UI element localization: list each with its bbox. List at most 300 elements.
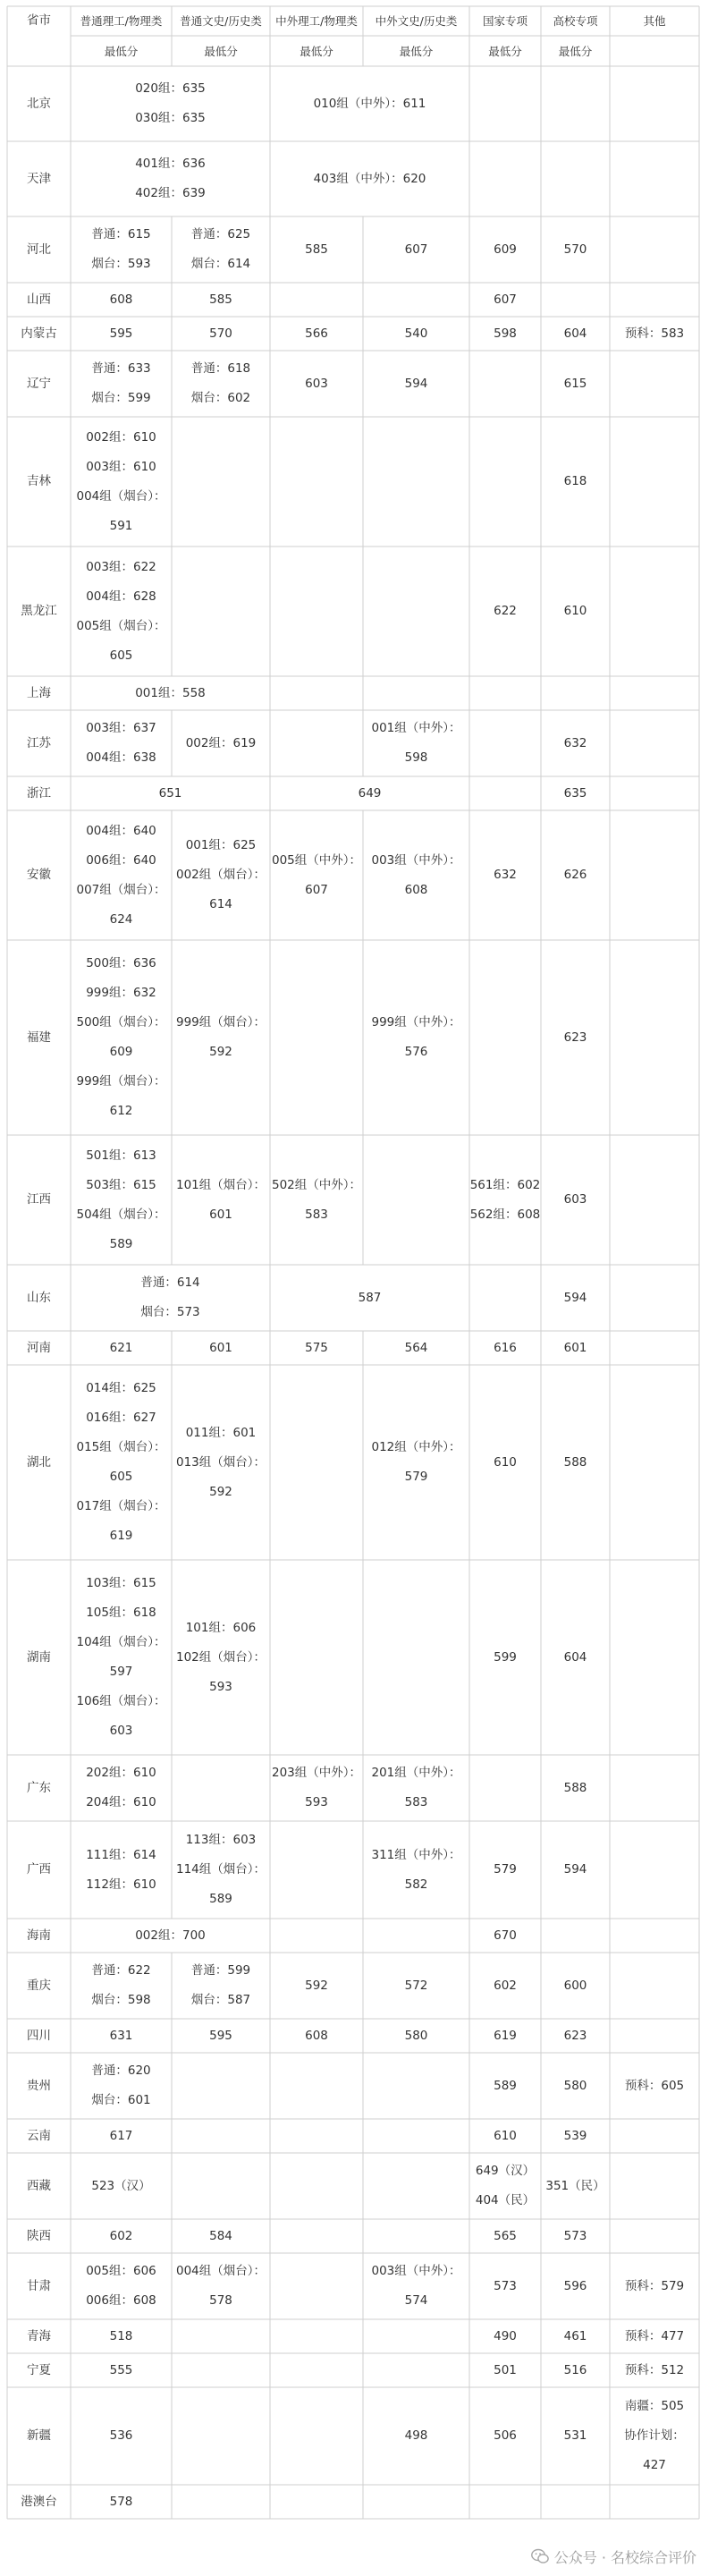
province-name — [7, 2219, 71, 2253]
score-cell — [363, 351, 469, 417]
score-cell-line: 599 — [494, 1649, 517, 1665]
score-cell-line: 006组：640 — [86, 852, 156, 868]
score-cell-line: 588 — [563, 1780, 587, 1795]
score-cell-line: 592 — [209, 1484, 232, 1499]
score-cell — [71, 940, 172, 1135]
score-cell-line: 103组：615 — [86, 1576, 156, 1590]
score-cell-line: 592 — [209, 1045, 232, 1059]
score-cell-line: 587 — [358, 1290, 382, 1305]
header-category — [541, 6, 610, 36]
score-cell-line: 592 — [305, 1978, 328, 1993]
score-cell-line: 570 — [209, 326, 232, 341]
score-cell-line: 427 — [643, 2458, 666, 2472]
score-cell-line: 651 — [158, 785, 182, 801]
score-cell — [363, 1331, 469, 1365]
score-cell-line: 540 — [404, 326, 428, 341]
score-cell-line: 203组（中外）： — [271, 1766, 362, 1780]
score-cell — [71, 1755, 172, 1821]
header-category — [469, 6, 541, 36]
score-cell-line: 烟台：614 — [190, 257, 251, 271]
score-cell-line: 005组：606 — [86, 2264, 156, 2278]
score-cell-line: 南疆：505 — [624, 2399, 685, 2413]
score-cell — [71, 676, 270, 710]
score-cell-line: 001组：625 — [185, 838, 257, 852]
score-cell — [270, 1953, 363, 2019]
score-cell — [71, 2053, 172, 2119]
score-cell-line: 030组：635 — [135, 111, 206, 125]
province-name — [7, 1331, 71, 1365]
score-cell-line: 003组（中外）： — [371, 2264, 461, 2278]
score-cell-line: 575 — [305, 1340, 328, 1355]
score-cell — [172, 216, 270, 283]
score-cell — [541, 1953, 610, 2019]
score-cell-line: 004组：628 — [86, 589, 156, 604]
province-name — [7, 2053, 71, 2119]
score-cell — [541, 2353, 610, 2387]
score-cell — [469, 2153, 541, 2219]
score-cell — [172, 351, 270, 417]
score-cell-line: 烟台：598 — [91, 1993, 151, 2007]
score-cell — [172, 710, 270, 776]
score-cell — [541, 2319, 610, 2353]
score-cell-line: 普通：599 — [190, 1963, 251, 1978]
score-cell-line: 597 — [109, 1665, 133, 1679]
score-cell — [469, 547, 541, 676]
header-category — [363, 6, 469, 36]
score-cell — [541, 710, 610, 776]
score-cell-line: 565 — [494, 2228, 517, 2243]
score-cell-line: 604 — [563, 1649, 587, 1665]
score-cell-line: 603 — [305, 376, 328, 391]
score-cell-line: 612 — [109, 1104, 133, 1118]
header-category-line: 高校专项 — [553, 14, 598, 28]
province-name — [7, 710, 71, 776]
score-cell — [172, 940, 270, 1135]
score-cell — [270, 1265, 469, 1331]
score-cell-line: 610 — [494, 2128, 517, 2143]
score-cell-line: 598 — [494, 326, 517, 341]
score-cell — [541, 940, 610, 1135]
score-cell — [469, 2119, 541, 2153]
province-name-line: 重庆 — [27, 1978, 51, 1993]
score-cell — [71, 1919, 270, 1953]
score-cell — [469, 1821, 541, 1919]
score-cell — [270, 1331, 363, 1365]
header-min-score — [541, 36, 610, 66]
score-cell — [469, 2253, 541, 2319]
score-cell-line: 649（汉） — [475, 2164, 536, 2178]
score-cell-line: 351（民） — [545, 2178, 605, 2193]
score-cell-line: 999组（烟台）： — [175, 1015, 266, 1030]
score-cell-line: 623 — [563, 2028, 587, 2043]
province-name — [7, 2387, 71, 2485]
score-cell-line: 114组（烟台）： — [175, 1862, 266, 1877]
province-name-line: 湖北 — [27, 1454, 51, 1470]
score-cell — [541, 776, 610, 810]
score-cell — [172, 1365, 270, 1560]
score-cell-line: 539 — [563, 2128, 587, 2143]
province-name — [7, 547, 71, 676]
score-cell-line: 506 — [494, 2428, 517, 2443]
score-cell-line: 602 — [109, 2228, 133, 2243]
score-cell-line: 403组（中外）：620 — [313, 171, 426, 186]
header-category-line: 国家专项 — [482, 14, 528, 28]
score-cell-line: 585 — [305, 242, 328, 257]
province-name-line: 广东 — [27, 1780, 51, 1795]
score-cell — [71, 2253, 172, 2319]
score-cell-line: 498 — [404, 2428, 428, 2443]
score-cell — [172, 1953, 270, 2019]
score-cell-line: 582 — [404, 1877, 428, 1892]
score-cell-line: 593 — [209, 1679, 232, 1694]
header-min-score-line: 最低分 — [104, 44, 139, 58]
province-name — [7, 351, 71, 417]
score-cell — [172, 1821, 270, 1919]
header-category — [610, 6, 699, 36]
province-name-line: 陕西 — [27, 2228, 51, 2243]
header-min-score-line: 最低分 — [399, 44, 434, 58]
province-name-line: 湖南 — [27, 1649, 51, 1665]
score-cell-line: 635 — [563, 785, 587, 801]
wechat-icon — [531, 2548, 549, 2564]
score-cell — [71, 710, 172, 776]
score-cell-line: 010组（中外）：611 — [313, 96, 426, 111]
score-cell — [469, 1135, 541, 1265]
province-name-line: 山东 — [27, 1290, 51, 1305]
score-cell — [71, 1135, 172, 1265]
score-cell-line: 583 — [404, 1795, 428, 1809]
province-name-line: 港澳台 — [21, 2494, 57, 2509]
province-name — [7, 141, 71, 216]
score-cell — [71, 1265, 270, 1331]
score-cell-line: 609 — [109, 1045, 133, 1059]
score-cell — [363, 2019, 469, 2053]
score-cell — [541, 1755, 610, 1821]
score-cell-line: 105组：618 — [86, 1606, 156, 1620]
score-cell — [71, 2353, 172, 2387]
province-name-line: 广西 — [27, 1862, 51, 1877]
score-cell — [172, 283, 270, 317]
province-name — [7, 317, 71, 351]
province-name-line: 河北 — [27, 242, 51, 257]
score-cell — [71, 216, 172, 283]
score-cell-line: 102组（烟台）： — [175, 1649, 266, 1665]
province-name-line: 青海 — [27, 2328, 51, 2343]
province-name-line: 黑龙江 — [21, 604, 57, 618]
score-cell-line: 普通：615 — [91, 227, 151, 242]
score-cell — [270, 351, 363, 417]
score-cell — [610, 2253, 699, 2319]
score-cell-line: 576 — [404, 1045, 428, 1059]
score-cell-line: 573 — [494, 2278, 517, 2293]
header-province-line: 省市 — [27, 13, 51, 28]
score-cell — [469, 2219, 541, 2253]
score-cell — [71, 1821, 172, 1919]
score-cell-line: 605 — [109, 1470, 133, 1484]
score-cell-line: 608 — [305, 2028, 328, 2043]
score-cell-line: 013组（烟台）： — [175, 1454, 266, 1470]
score-cell-line: 589 — [209, 1892, 232, 1906]
score-cell — [71, 1331, 172, 1365]
score-cell-line: 670 — [494, 1928, 517, 1943]
province-name-line: 吉林 — [27, 474, 51, 488]
score-cell-line: 004组：638 — [86, 750, 156, 765]
score-cell — [469, 1365, 541, 1560]
score-cell — [469, 283, 541, 317]
score-cell-line: 589 — [109, 1236, 133, 1251]
score-cell — [363, 710, 469, 776]
header-province — [7, 6, 71, 36]
province-name — [7, 776, 71, 810]
score-cell — [541, 417, 610, 547]
score-cell-line: 011组：601 — [185, 1425, 257, 1440]
score-cell-line: 002组（烟台）： — [175, 868, 266, 882]
score-cell — [469, 216, 541, 283]
score-cell — [363, 1821, 469, 1919]
score-cell-line: 623 — [563, 1030, 587, 1045]
score-cell-line: 624 — [109, 911, 133, 927]
score-cell — [363, 216, 469, 283]
score-cell-line: 608 — [404, 882, 428, 897]
score-cell-line: 610 — [494, 1454, 517, 1470]
score-cell-line: 615 — [563, 376, 587, 391]
score-cell-line: 516 — [563, 2362, 587, 2377]
score-cell — [270, 776, 469, 810]
score-cell — [469, 2019, 541, 2053]
score-cell-line: 202组：610 — [86, 1766, 156, 1780]
score-cell-line: 604 — [563, 326, 587, 341]
score-cell — [71, 547, 172, 676]
province-name — [7, 676, 71, 710]
score-cell — [610, 2353, 699, 2387]
score-cell — [541, 547, 610, 676]
header-category — [172, 6, 270, 36]
score-cell — [610, 2319, 699, 2353]
header-min-score-line: 最低分 — [488, 44, 522, 58]
score-cell-line: 999组（烟台）： — [76, 1074, 166, 1089]
score-cell — [270, 1135, 363, 1265]
score-cell-line: 598 — [404, 750, 428, 765]
score-cell — [469, 1919, 541, 1953]
score-cell — [469, 2053, 541, 2119]
score-cell-line: 113组：603 — [185, 1833, 257, 1847]
score-cell-line: 504组（烟台）： — [76, 1207, 166, 1222]
score-cell-line: 536 — [109, 2428, 133, 2443]
score-cell — [469, 1331, 541, 1365]
province-name — [7, 2119, 71, 2153]
score-cell-line: 603 — [109, 1724, 133, 1738]
score-cell — [71, 351, 172, 417]
score-cell — [541, 1135, 610, 1265]
score-cell — [610, 2053, 699, 2119]
score-cell-line: 605 — [109, 648, 133, 663]
score-cell — [363, 940, 469, 1135]
score-cell — [610, 317, 699, 351]
score-cell-line: 001组：558 — [135, 685, 206, 700]
header-category-line: 中外文史/历史类 — [375, 14, 458, 28]
score-cell-line: 020组：635 — [135, 81, 206, 96]
score-cell-line: 烟台：593 — [91, 257, 151, 271]
province-name-line: 四川 — [27, 2028, 51, 2043]
score-cell-line: 007组（烟台）： — [76, 882, 166, 897]
score-cell-line: 578 — [109, 2494, 133, 2509]
score-cell — [270, 317, 363, 351]
score-cell-line: 999组：632 — [86, 986, 156, 1000]
score-cell-line: 594 — [563, 1290, 587, 1305]
score-cell — [71, 66, 270, 141]
score-cell-line: 普通：620 — [91, 2063, 151, 2078]
score-cell — [363, 317, 469, 351]
score-cell — [71, 1560, 172, 1755]
score-cell — [270, 810, 363, 940]
province-name-line: 甘肃 — [27, 2278, 51, 2293]
score-cell-line: 596 — [563, 2278, 587, 2293]
score-cell-line: 014组：625 — [86, 1381, 156, 1395]
score-cell-line: 204组：610 — [86, 1795, 156, 1809]
score-cell-line: 111组：614 — [86, 1847, 156, 1862]
province-name — [7, 1265, 71, 1331]
province-name-line: 江西 — [27, 1192, 51, 1207]
province-name — [7, 2153, 71, 2219]
score-cell-line: 预科：477 — [624, 2328, 685, 2343]
score-cell-line: 503组：615 — [86, 1177, 156, 1192]
score-cell — [71, 810, 172, 940]
province-name-line: 天津 — [27, 171, 51, 186]
province-name — [7, 2019, 71, 2053]
score-cell-line: 普通：625 — [190, 227, 251, 242]
score-cell-line: 烟台：573 — [140, 1305, 200, 1319]
score-cell-line: 401组：636 — [135, 157, 206, 171]
score-cell — [71, 417, 172, 547]
score-cell — [71, 1953, 172, 2019]
province-name — [7, 1821, 71, 1919]
province-name — [7, 2485, 71, 2519]
province-name — [7, 1755, 71, 1821]
score-cell — [71, 2319, 172, 2353]
header-category-line: 其他 — [643, 14, 666, 28]
score-cell-line: 610 — [563, 604, 587, 618]
score-cell — [71, 317, 172, 351]
province-name — [7, 1560, 71, 1755]
province-name — [7, 2353, 71, 2387]
score-cell — [71, 2485, 172, 2519]
score-cell — [469, 2319, 541, 2353]
score-cell-line: 490 — [494, 2328, 517, 2343]
score-cell-line: 591 — [109, 518, 133, 533]
score-cell-line: 621 — [109, 1340, 133, 1355]
watermark-text: 公众号 · 名校综合评价 — [553, 2548, 696, 2566]
score-cell — [363, 1365, 469, 1560]
score-cell — [610, 2387, 699, 2485]
score-cell-line: 501组：613 — [86, 1148, 156, 1163]
score-cell-line: 585 — [209, 292, 232, 307]
score-cell-line: 015组（烟台）： — [76, 1440, 166, 1454]
score-cell-line: 619 — [109, 1529, 133, 1543]
score-cell-line: 572 — [404, 1978, 428, 1993]
score-cell-line: 预科：512 — [624, 2362, 685, 2377]
score-cell — [71, 283, 172, 317]
score-cell-line: 518 — [109, 2328, 133, 2343]
score-cell-line: 608 — [109, 292, 133, 307]
score-cell-line: 003组：637 — [86, 721, 156, 735]
score-cell-line: 562组：608 — [469, 1207, 541, 1222]
score-cell-line: 616 — [494, 1340, 517, 1355]
score-cell — [270, 216, 363, 283]
score-cell-line: 002组：700 — [135, 1928, 206, 1943]
watermark — [531, 2543, 696, 2570]
score-cell-line: 001组（中外）： — [371, 721, 461, 735]
score-cell-line: 012组（中外）： — [371, 1440, 461, 1454]
score-cell-line: 004组（烟台）： — [175, 2264, 266, 2278]
header-category — [270, 6, 363, 36]
score-cell — [541, 1265, 610, 1331]
province-name-line: 海南 — [27, 1928, 51, 1943]
score-cell-line: 602 — [494, 1978, 517, 1993]
score-cell-line: 632 — [494, 868, 517, 882]
score-cell-line: 607 — [404, 242, 428, 257]
score-cell-line: 600 — [563, 1978, 587, 1993]
score-cell — [270, 66, 469, 141]
score-cell — [363, 810, 469, 940]
score-cell-line: 烟台：587 — [190, 1993, 251, 2007]
province-name-line: 河南 — [27, 1340, 51, 1355]
score-cell-line: 016组：627 — [86, 1411, 156, 1425]
score-cell — [469, 1560, 541, 1755]
score-cell-line: 106组（烟台）： — [76, 1694, 166, 1708]
province-name-line: 新疆 — [27, 2428, 51, 2443]
province-name-line: 西藏 — [27, 2178, 51, 2193]
score-cell-line: 402组：639 — [135, 186, 206, 200]
score-cell-line: 002组：619 — [185, 735, 257, 750]
score-cell-line: 协作计划： — [624, 2428, 685, 2443]
province-name-line: 贵州 — [27, 2078, 51, 2093]
score-cell-line: 101组：606 — [185, 1620, 257, 1635]
province-name — [7, 1953, 71, 2019]
score-cell-line: 普通：622 — [91, 1963, 151, 1978]
province-name-line: 宁夏 — [27, 2362, 51, 2377]
score-cell — [363, 1953, 469, 2019]
score-cell — [469, 2353, 541, 2387]
score-cell-line: 烟台：602 — [190, 391, 251, 405]
score-cell-line: 404（民） — [475, 2193, 536, 2207]
score-cell-line: 普通：633 — [91, 361, 151, 376]
score-cell — [71, 2219, 172, 2253]
score-cell — [541, 317, 610, 351]
score-cell — [172, 810, 270, 940]
score-cell-line: 104组（烟台）： — [76, 1635, 166, 1649]
score-cell — [71, 776, 270, 810]
header-min-score — [363, 36, 469, 66]
score-cell — [541, 2387, 610, 2485]
score-cell-line: 617 — [109, 2128, 133, 2143]
score-cell-line: 311组（中外）： — [371, 1847, 461, 1862]
province-name — [7, 417, 71, 547]
score-cell-line: 531 — [563, 2428, 587, 2443]
header-min-score-line: 最低分 — [558, 44, 593, 58]
score-cell-line: 580 — [404, 2028, 428, 2043]
score-cell — [541, 810, 610, 940]
province-name-line: 福建 — [27, 1030, 51, 1045]
score-cell-line: 579 — [494, 1862, 517, 1877]
score-cell-line: 017组（烟台）： — [76, 1499, 166, 1513]
header-min-score — [270, 36, 363, 66]
score-cell — [541, 1331, 610, 1365]
score-cell — [71, 2387, 172, 2485]
score-cell-line: 003组（中外）： — [371, 852, 461, 868]
province-name-line: 内蒙古 — [21, 326, 57, 341]
score-cell — [270, 1755, 363, 1821]
score-cell — [469, 317, 541, 351]
